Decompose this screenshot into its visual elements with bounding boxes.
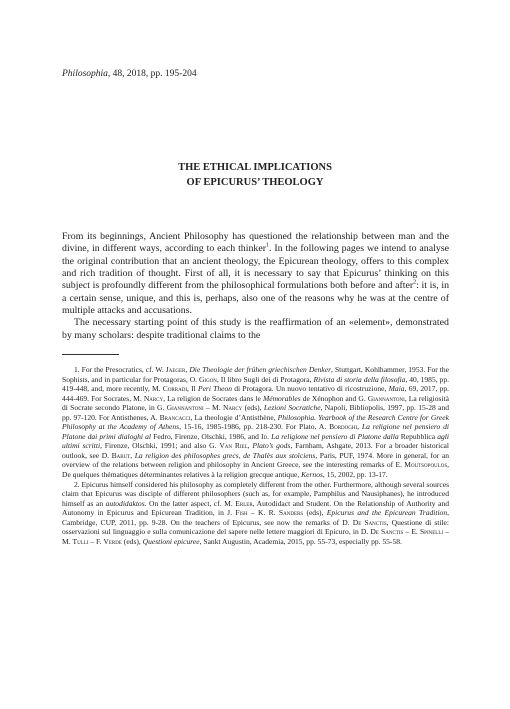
- footnote-text-run: Brancacci: [159, 412, 191, 422]
- paragraph-1-part-c: : it is, in a certain sense, unique, and this is, perhaps, also one of the reasons why he was at the centre of multiple attacks and accusations.: [62, 280, 450, 317]
- footnote-text-run: – M.: [62, 527, 449, 546]
- running-header: [62, 69, 197, 79]
- footnote-text-run: , Paris, PUF, 1974. More in general, for an overview of the relations between religion and philosophy in Ancient Greece, see the interesting remarks of E.: [62, 450, 449, 470]
- journal-citation: , 48, 2018, pp. 195-204: [107, 69, 197, 79]
- footnote-separator: [62, 354, 119, 355]
- footnote-text-run: Corradi: [162, 384, 187, 394]
- footnote-text-run: Van Riel: [219, 441, 248, 451]
- footnote-text-run: , Cambridge, CUP, 2011, pp. 9-28. On the teachers of Epicurus, see now the remarks of D.: [62, 508, 449, 527]
- footnote-text-run: La religione nel pensiero di Platone dai primi dialoghi al: [62, 422, 449, 441]
- footnote-text-run: (eds),: [303, 508, 327, 518]
- footnote-text-run: ,: [357, 422, 362, 432]
- footnote-text-run: ,: [247, 441, 253, 451]
- footnote-ref-2[interactable]: 2: [413, 280, 417, 287]
- footnote-text-run: Bordoghi: [329, 422, 358, 432]
- footnote-text-run: Babut: [111, 450, 131, 460]
- footnote-text-run: Id: [261, 431, 268, 441]
- footnote-ref-1[interactable]: 1: [266, 243, 270, 250]
- footnote-text-run: Narcy: [143, 393, 164, 403]
- footnote-text-run: Lezioni Socratiche: [263, 403, 321, 413]
- footnote-text-run: , Sankt Augustin, Academia, 2015, pp. 55-73, especially pp. 55-58.: [199, 536, 402, 546]
- footnote-text-run: Moutsopoulos: [404, 460, 448, 470]
- footnote-text-run: Gigon: [198, 374, 217, 384]
- footnote-text-run: (eds),: [242, 403, 264, 413]
- footnote-text-run: Maia: [388, 384, 405, 394]
- footnote-text-run: 2. Epicurus himself considered his philosophy as completely different from the other. Furthermore, although several sources claim that Epicurus was disciple of different philosophers (such as, for example, Pamphilus and Nausiphanes), he introduced himself as an: [62, 479, 450, 508]
- footnote-text-run: Epicurus and the Epicurean Tradition: [326, 508, 448, 518]
- footnote-text-run: Rivista di storia della filosofia: [313, 374, 406, 384]
- footnote-text-run: Verde: [103, 536, 122, 546]
- paragraph-2: The necessary starting point of this study is the reaffirmation of an «element», demonstrated by many scholars: despite traditional claims to the: [62, 317, 449, 341]
- footnote-text-run: , Stuttgart, Kohlhammer, 1953. For the Sophists, and in particular for Protagoras, O.: [62, 365, 449, 384]
- footnote-text-run: , Il libro Sugli dei di Protagora,: [216, 374, 314, 384]
- footnote-text-run: (eds),: [121, 536, 143, 546]
- footnote-text-run: De Sanctis: [352, 517, 387, 527]
- footnote-text-run: , Autodidact and Student. On the Relationship of Authority and Autonomy in Epicurus and Epicurean Tradition, in J.: [62, 498, 449, 518]
- footnote-text-run: Die Theologie der frühen griechischen Denker: [189, 365, 332, 374]
- footnote-text-run: , La religiosità di Socrate secondo Platone, in G.: [62, 393, 449, 413]
- footnote-text-run: . On the latter aspect, cf. M.: [144, 498, 236, 508]
- footnote-text-run: , Questione di stile: osservazioni sul linguaggio e sulla comunicazione del sapere nelle lettere maggiori di Epicuro, in D.: [62, 517, 449, 537]
- footnote-text-run: , Farnham, Ashgate, 2013. For a broader historical outlook, see D.: [62, 441, 449, 460]
- footnote-text-run: Philosophia. Yearbook of the Research Centre for Greek Philosophy at the Academy of Athens: [62, 412, 449, 432]
- footnote-text-run: – M.: [203, 403, 223, 413]
- footnote-text-run: – F.: [88, 536, 104, 546]
- paragraph-1-part-a: From its beginnings, Ancient Philosophy has questioned the relationship between man and the divine, in different ways, according to each thinker: [62, 231, 449, 255]
- footnote-text-run: , La theologie d’Antisthène,: [190, 412, 278, 422]
- footnote-2: [62, 480, 449, 547]
- paragraph-1-part-b: . In the following pages we intend to analyse the original contribution that an ancient theology, the Epicurean theology, offers to this complex and rich tradition of thought. First of all, it is necessary to say that Epicurus’ thinking on this subject is profoundly different from the philosophical formulations both before and after: [62, 243, 449, 292]
- footnote-text-run: , 15-16, 1985-1986, pp. 218-230. For Plato, A.: [179, 422, 330, 432]
- footnote-text-run: Giannantoni: [166, 403, 204, 413]
- footnote-1: [62, 365, 449, 480]
- footnotes: [62, 365, 449, 546]
- footnote-text-run: , 69, 2017, pp. 444-469. For Socrates, M.: [62, 384, 450, 403]
- footnote-text-run: di Protagora. Un nuovo tentativo di ricostruzione,: [232, 384, 389, 394]
- footnote-text-run: Mémorables: [262, 393, 301, 403]
- footnote-text-run: Spinelli: [419, 527, 444, 537]
- journal-name: Philosophia: [62, 69, 108, 79]
- footnote-text-run: , Firenze, Olschki, 1991; and also G.: [100, 441, 220, 451]
- footnote-text-run: La religione nel pensiero di Platone dalla: [271, 431, 399, 441]
- footnote-text-run: Jaeger: [165, 365, 186, 374]
- footnote-text-run: , Napoli, Bibliopolis, 1997, pp. 15-28 and pp. 97-120. For Antisthenes, A.: [62, 403, 450, 422]
- footnote-text-run: Fedro, Firenze, Olschki, 1986, and: [151, 431, 261, 441]
- footnote-text-run: Giannantoni: [367, 393, 405, 403]
- footnote-text-run: .: [267, 431, 272, 441]
- title-line-1: THE ETHICAL IMPLICATIONS: [178, 162, 332, 173]
- footnote-text-run: Peri Theon: [197, 384, 233, 394]
- footnote-text-run: Sanders: [278, 508, 304, 518]
- footnote-text-run: , De quelques thématiques déterminantes relatives à la religion grecque antique,: [62, 460, 449, 480]
- footnote-text-run: 1. For the Presocratics, cf. W.: [74, 365, 166, 374]
- article-title: [0, 160, 510, 190]
- footnote-text-run: agli ultimi scritti: [62, 431, 449, 451]
- paragraph-1: [62, 231, 449, 317]
- footnote-text-run: , La religion de Socrates dans le: [163, 393, 263, 403]
- footnote-text-run: Narcy: [222, 403, 243, 413]
- footnote-text-run: Fish: [235, 508, 248, 518]
- footnote-text-run: La religion des philosophes grecs, de Thalès aux stoïciens: [134, 450, 316, 460]
- body-text: [62, 231, 449, 342]
- footnote-text-run: de Xénophon and G.: [300, 393, 368, 403]
- footnote-text-run: ,: [130, 450, 135, 460]
- footnote-text-run: autodidaktos: [105, 498, 145, 508]
- footnote-text-run: Tulli: [72, 536, 89, 546]
- footnote-text-run: Questioni epicuree: [142, 536, 200, 546]
- footnote-text-run: , 15, 2002, pp. 13-17.: [322, 470, 388, 480]
- footnote-text-run: De Sanctis: [370, 527, 404, 537]
- footnote-text-run: ,: [185, 365, 190, 374]
- footnote-text-run: Repubblica: [398, 431, 438, 441]
- footnote-text-run: – K. R.: [247, 508, 279, 518]
- footnote-text-run: – E.: [403, 527, 420, 537]
- footnote-text-run: , 40, 1985, pp. 419-448, and, more recently, M.: [62, 374, 449, 394]
- footnote-text-run: , Il: [186, 384, 198, 394]
- footnote-text-run: Plato’s gods: [252, 441, 291, 451]
- footnote-text-run: Erler: [235, 498, 253, 508]
- title-line-2: OF EPICURUS’ THEOLOGY: [186, 177, 324, 188]
- footnote-text-run: Kernos: [301, 470, 323, 480]
